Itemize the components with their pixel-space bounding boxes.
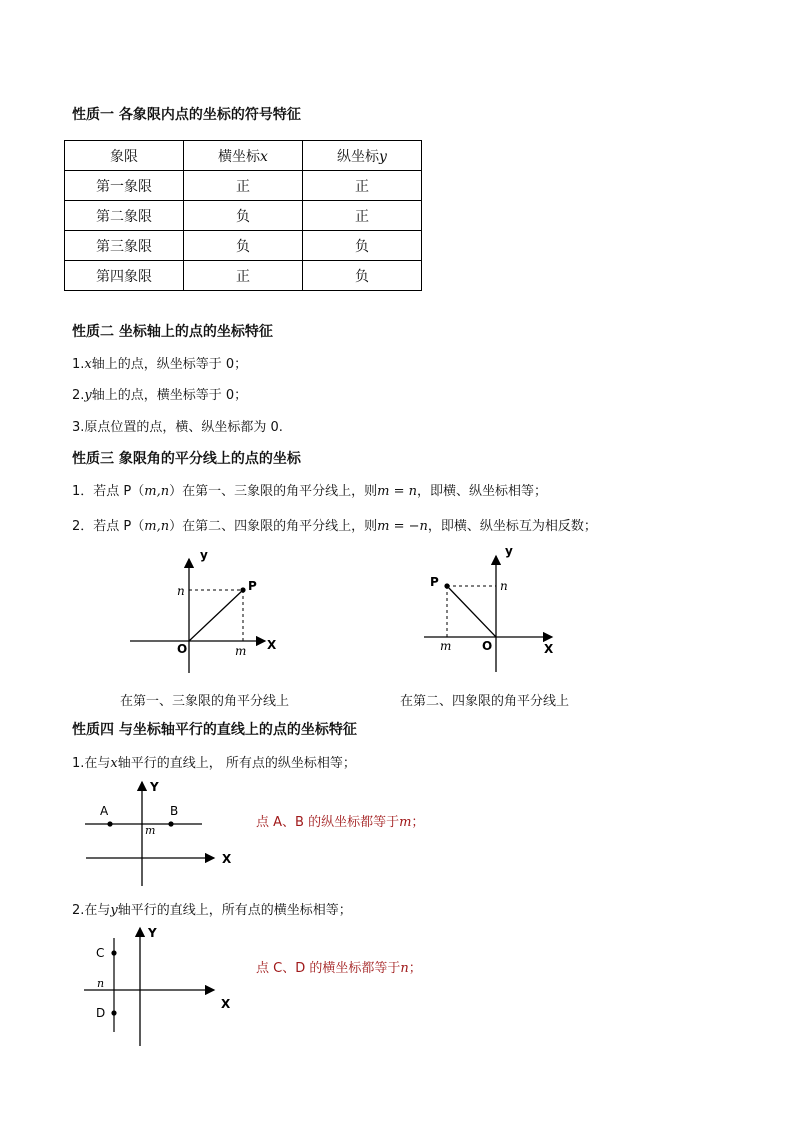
bisector-line [189,590,243,641]
item-text: 轴上的点，横坐标等于 0； [91,388,248,403]
x-axis-label: X [267,638,277,652]
item-var: y [84,388,92,403]
item-var: m,n [144,484,170,499]
table-row [65,201,422,231]
item-text: 1.在与 [72,756,111,771]
quadrant-sign-table [64,140,422,291]
section4-item1 [72,752,356,771]
header-text: 横坐标 [218,148,261,165]
table-cell: 正 [184,261,303,291]
point-d [111,1010,116,1015]
parallel-x-note [256,811,424,830]
item-equation: m = n [377,484,417,499]
section2-item2 [72,384,247,403]
table-cell: 第二象限 [65,201,184,231]
section4-item2 [72,899,352,918]
point-b [168,821,173,826]
item-var: x [84,357,92,372]
parallel-y-note [256,957,422,976]
note-var: m [399,815,412,830]
table-cell: 负 [184,231,303,261]
n-label: n [97,977,105,990]
item-text: 2．若点 P（ [72,519,145,534]
bisector-13-caption: 在第一、三象限的角平分线上 [120,694,290,709]
section2-heading: 性质二 坐标轴上的点的坐标特征 [72,324,273,340]
point-c [111,950,116,955]
table-cell: 第一象限 [65,171,184,201]
section2-item1 [72,353,247,372]
table-cell: 负 [303,231,422,261]
point-p-label: P [430,575,439,589]
table-row [65,171,422,201]
item-text: ）在第二、四象限的角平分线上，则 [169,519,378,534]
item-text: 轴上的点，纵坐标等于 0； [91,357,248,372]
table-header [184,141,303,171]
point-p [444,583,449,588]
table-cell: 正 [303,201,422,231]
m-label: m [235,644,247,658]
bisector-24-figure [420,540,570,675]
n-label: n [500,579,508,593]
section3-item1 [72,480,547,499]
table-cell: 第三象限 [65,231,184,261]
section2-item3: 3.原点位置的点，横、纵坐标都为 0. [72,420,283,435]
item-text: 轴平行的直线上， 所有点的纵坐标相等； [117,756,356,771]
section4-heading: 性质四 与坐标轴平行的直线上的点的坐标特征 [72,722,357,738]
x-axis-label: X [221,997,231,1011]
section3-item2 [72,515,597,534]
point-b-label: B [170,804,179,818]
header-var: y [379,148,387,165]
point-c-label: C [96,946,105,960]
item-text: ，即横、纵坐标互为相反数； [427,519,597,534]
table-cell: 第四象限 [65,261,184,291]
y-axis-label: Y [150,780,159,794]
item-text: 1．若点 P（ [72,484,145,499]
table-cell: 负 [184,201,303,231]
section3-heading: 性质三 象限角的平分线上的点的坐标 [72,451,301,467]
item-var: m,n [144,519,170,534]
bisector-13-figure [125,545,285,675]
table-row [65,231,422,261]
table-header-row [65,141,422,171]
item-var: x [110,756,118,771]
m-label: m [145,824,156,837]
m-label: m [440,639,452,653]
item-text: ）在第一、三象限的角平分线上，则 [169,484,378,499]
item-prefix: 1. [72,357,85,372]
item-prefix: 2. [72,388,85,403]
item-equation: m = −n [377,519,428,534]
n-label: n [177,584,185,598]
note-text: ； [411,815,425,830]
table-cell: 正 [303,171,422,201]
item-text: 2.在与 [72,903,111,918]
note-text: ； [408,961,422,976]
origin-label: O [482,639,493,653]
item-text: ，即横、纵坐标相等； [416,484,547,499]
item-text: 轴平行的直线上，所有点的横坐标相等； [117,903,352,918]
y-axis-label: y [200,548,208,562]
y-axis-label: Y [148,926,157,940]
x-axis-label: X [222,852,232,866]
note-var: n [400,961,409,976]
item-var: y [110,903,118,918]
x-axis-label: X [544,642,554,656]
y-axis-label: y [505,544,513,558]
table-header [303,141,422,171]
parallel-x-figure [80,778,240,888]
point-a-label: A [100,804,109,818]
table-row [65,261,422,291]
section1-heading: 性质一 各象限内点的坐标的符号特征 [72,107,301,123]
table-cell: 正 [184,171,303,201]
parallel-y-figure [80,922,240,1050]
header-text: 纵坐标 [337,148,380,165]
point-p-label: P [248,579,257,593]
table-header [65,141,184,171]
header-var: x [260,148,268,165]
point-p [240,587,245,592]
note-text: 点 A、B 的纵坐标都等于 [256,815,400,830]
point-d-label: D [96,1006,106,1020]
bisector-line [447,586,496,637]
table-cell: 负 [303,261,422,291]
header-text: 象限 [110,148,138,165]
origin-label: O [177,642,188,656]
point-a [107,821,112,826]
bisector-24-caption: 在第二、四象限的角平分线上 [400,694,570,709]
note-text: 点 C、D 的横坐标都等于 [256,961,401,976]
